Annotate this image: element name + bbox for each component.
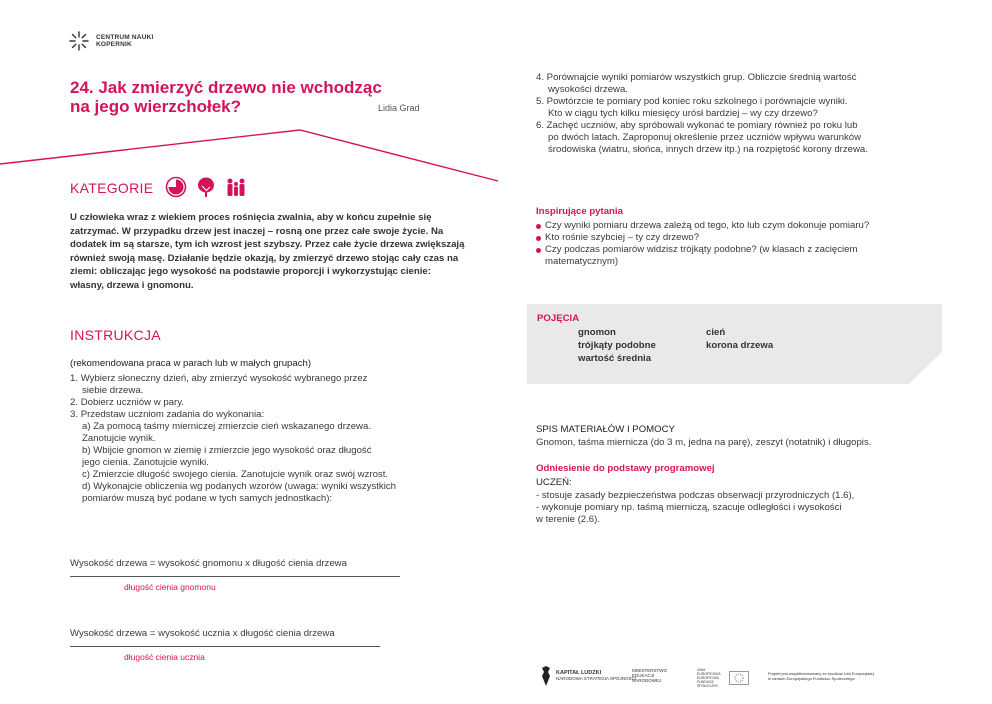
list-item: Kto w ciągu tych kilku miesięcy urósł bardziej – wy czy drzewo? — [548, 108, 818, 119]
list-item — [70, 409, 470, 421]
categories-heading: KATEGORIE — [70, 180, 154, 196]
concept-term — [706, 353, 826, 364]
centrum-nauki-logo-icon — [68, 30, 90, 52]
ministry-line3: NARODOWEJ — [632, 678, 662, 683]
ministry-line2: EDUKACJI — [632, 673, 655, 678]
concept-term: cień — [706, 327, 726, 338]
inspiring-questions-heading: Inspirujące pytania — [536, 206, 623, 217]
list-item: a) Za pomocą taśmy mierniczej zmierzcie cień wskazanego drzewa. — [82, 421, 371, 432]
eu-flag-icon — [729, 671, 749, 685]
curriculum-student-label: UCZEŃ: — [536, 477, 572, 488]
step-text: Dobierz uczniów w pary. — [80, 397, 184, 408]
page-title: 24. Jak zmierzyć drzewo nie wchodząc na jego wierzchołek? — [70, 78, 382, 116]
list-item: pomiarów muszą być podane w tych samych jednostkach): — [82, 493, 333, 504]
concept-term: gnomon — [578, 327, 616, 338]
logo-text — [96, 34, 154, 48]
materials-text: Gnomon, taśma miernicza (do 3 m, jedna na parę), zeszyt (notatnik) i długopis. — [536, 437, 872, 448]
list-item: środowiska (wiatru, słońca, innych drzew itp.) na rozpiętość korony drzewa. — [548, 144, 868, 155]
intro-paragraph: U człowieka wraz z wiekiem proces rośnięcia zwalnia, aby w końcu zupełnie się zatrzymać. W przypadku drzew jest inaczej – rosną one przez całe swoje życie. Na dodatek im są starsze, tym ich wzrost jest szybszy. Przez całe życie drzewa zwiększają również swoją masę. Działanie będzie okazją, by zmierzyć drzewo stojąc cały czas na ziemi: obliczając jego wysokość na podstawie proporcji i wykorzystując cienie: własny, drzewa i gnomonu. — [70, 212, 465, 291]
inspiring-questions-list — [536, 220, 946, 268]
funding-line2: w ramach Europejskiego Funduszu Społecznego — [768, 676, 855, 681]
list-item — [536, 244, 946, 268]
instruction-heading: INSTRUKCJA — [70, 327, 161, 343]
ministry-line1: MINISTERSTWO — [632, 668, 667, 673]
logo-text-line2: KOPERNIK — [96, 41, 132, 48]
kapital-ludzki-text — [556, 671, 636, 681]
curriculum-list — [536, 490, 936, 526]
list-item: - stosuje zasady bezpieczeństwa podczas obserwacji przyrodniczych (1.6), — [536, 490, 855, 501]
eu-logo — [697, 668, 749, 688]
question-line2: matematycznym) — [545, 256, 619, 267]
kapital-ludzki-icon — [540, 666, 552, 686]
list-item: po dwóch latach. Zaproponuj określenie przez uczniów wpływu warunków — [548, 132, 862, 143]
people-icon — [225, 176, 247, 198]
concept-term: trójkąty podobne — [578, 340, 656, 351]
eu-text: UNIA EUROPEJSKA EUROPEJSKI FUNDUSZ SPOŁECZNY — [697, 668, 721, 688]
tree-icon — [195, 176, 217, 198]
formula-1-fraction-line — [70, 576, 400, 577]
kapital-sub: NARODOWA STRATEGIA SPÓJNOŚCI — [556, 676, 637, 681]
instruction-steps — [70, 373, 470, 505]
ministry-logo — [632, 668, 667, 683]
list-item: Zanotujcie wynik. — [82, 433, 156, 444]
list-item: jego cienia. Zanotujcie wyniki. — [82, 457, 209, 468]
kapital-title: KAPITAŁ LUDZKI — [556, 670, 602, 676]
formula-1-denominator: długość cienia gnomonu — [124, 582, 216, 592]
formula-2-denominator: długość cienia ucznia — [124, 652, 205, 662]
list-item: - wykonuje pomiary np. taśmą mierniczą, szacuje odległości i wysokości — [536, 502, 842, 513]
concepts-grid — [578, 327, 826, 364]
formula-1-numerator: Wysokość drzewa = wysokość gnomonu x długość cienia drzewa — [70, 558, 347, 569]
list-item: c) Zmierzcie długość swojego cienia. Zanotujcie wynik oraz swój wzrost. — [82, 469, 389, 480]
funding-line1: Projekt jest współfinansowany ze środków Unii Europejskiej — [768, 671, 874, 676]
formula-2-numerator: Wysokość drzewa = wysokość ucznia x długość cienia drzewa — [70, 628, 335, 639]
list-item: d) Wykonajcie obliczenia wg podanych wzorów (uwaga: wyniki wszystkich — [82, 481, 396, 492]
list-item: 5. Powtórzcie te pomiary pod koniec roku szkolnego i porównajcie wyniki. — [536, 96, 848, 107]
concept-term: korona drzewa — [706, 340, 774, 351]
list-item: wysokości drzewa. — [548, 84, 628, 95]
step-text: Przedstaw uczniom zadania do wykonania: — [80, 409, 265, 420]
step-number: 3. — [70, 409, 79, 420]
step-number: 1. — [70, 373, 79, 384]
clock-pie-icon — [165, 176, 187, 198]
question-line1: Czy podczas pomiarów widzisz trójkąty podobne? (w klasach z zacięciem — [545, 244, 858, 255]
list-item: 4. Porównajcie wyniki pomiarów wszystkich grup. Obliczcie średnią wartość — [536, 72, 857, 83]
step-number: 2. — [70, 397, 79, 408]
instruction-subheading: (rekomendowana praca w parach lub w małych grupach) — [70, 358, 312, 369]
funding-note — [768, 671, 918, 681]
category-icons — [165, 176, 247, 198]
list-item — [70, 397, 470, 409]
list-item — [70, 373, 470, 385]
formula-2-fraction-line — [70, 646, 380, 647]
list-item: w terenie (2.6). — [536, 514, 600, 525]
list-item: siebie drzewa. — [82, 385, 144, 396]
logo-text-line1: CENTRUM NAUKI — [96, 34, 154, 41]
instruction-steps-continued — [536, 72, 936, 156]
step-text: Wybierz słoneczny dzień, aby zmierzyć wysokość wybranego przez — [80, 373, 368, 384]
concept-term: wartość średnia — [578, 353, 652, 364]
list-item: 6. Zachęć uczniów, aby spróbowali wykonać te pomiary również po roku lub — [536, 120, 858, 131]
author: Lidia Grad — [378, 103, 420, 113]
list-item: Kto rośnie szybciej – ty czy drzewo? — [536, 232, 946, 244]
list-item: b) Wbijcie gnomon w ziemię i zmierzcie jego wysokość oraz długość — [82, 445, 372, 456]
curriculum-heading: Odniesienie do podstawy programowej — [536, 463, 715, 474]
kapital-ludzki-logo — [540, 666, 636, 686]
concepts-heading: POJĘCIA — [537, 313, 580, 324]
list-item: Czy wyniki pomiaru drzewa zależą od tego, kto lub czym dokonuje pomiaru? — [536, 220, 946, 232]
materials-heading: SPIS MATERIAŁÓW I POMOCY — [536, 424, 675, 435]
